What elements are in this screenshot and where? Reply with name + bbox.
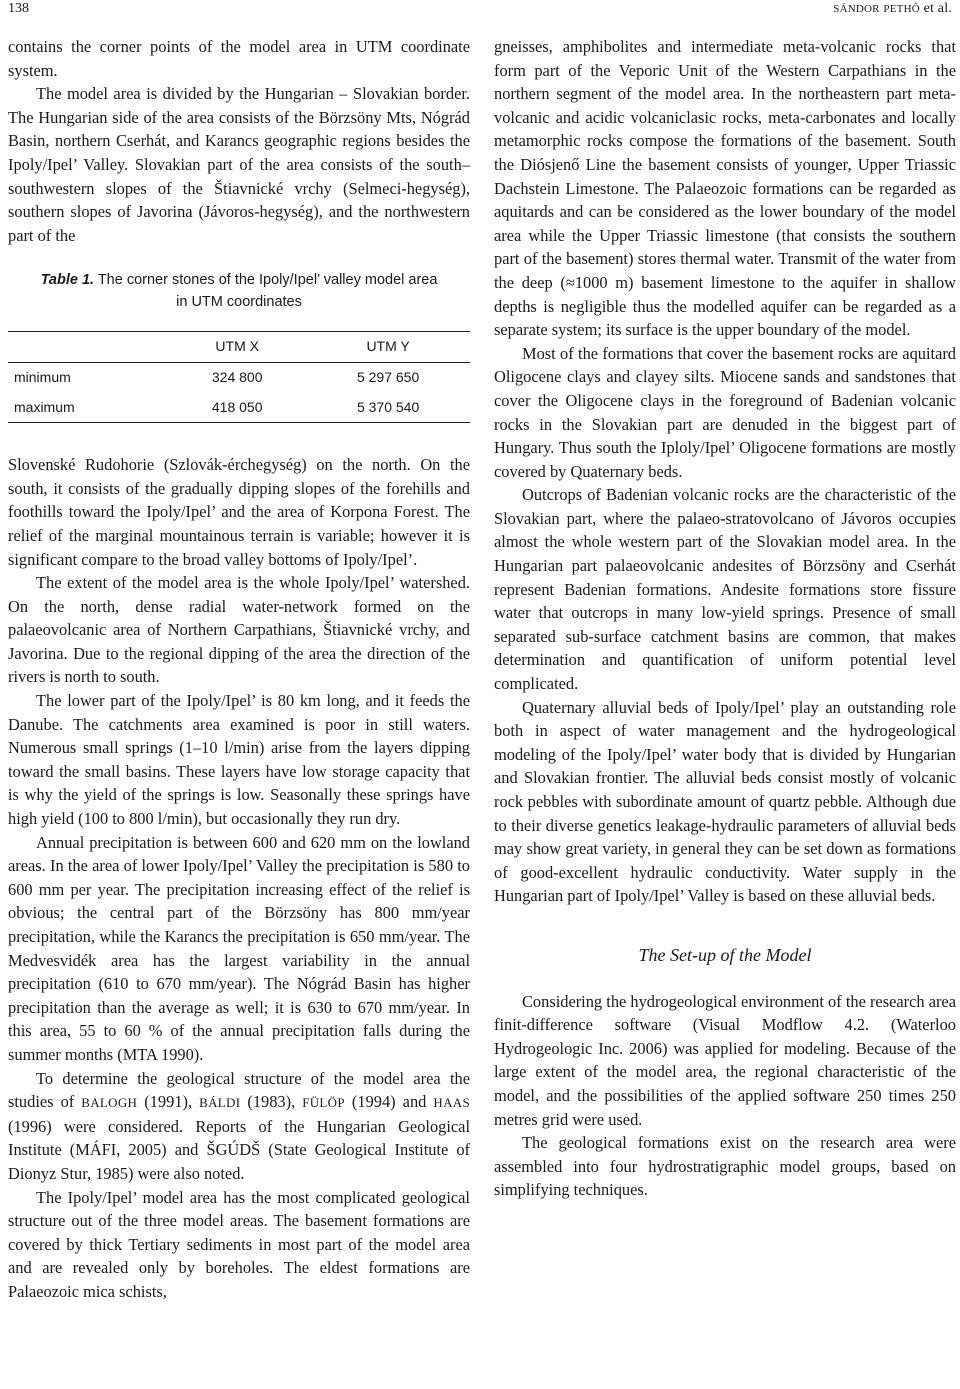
table-label: Table 1. bbox=[40, 272, 95, 289]
text-span: To determine the geological structure of the model area the studies of bbox=[8, 1068, 470, 1112]
paragraph: Annual precipitation is between 600 and 620 mm on the lowland areas. In the area of lower Ipoly/Ipel’ Valley the precipitation is 580 to 600 mm per year. The precipitation increasing effect of the relief is obvious; the central part of the Börzsöny has 800 mm/year precipitation, while the Karancs the precipitation is 650 mm/year. The Medvesvidék area has the largest variability in the annual precipitation (610 to 670 mm/year). The Nógrád Basin has higher precipitation than the average as well; it is 630 to 670 mm/year. In this area, 55 to 60 % of the annual precipitation falls during the summer months (MTA 1990). bbox=[8, 832, 470, 1064]
paragraph: Most of the formations that cover the basement rocks are aquitard Oligocene clays and clayey silts. Miocene sands and sandstones that cover the Oligocene clays in the foreground of Badenian volcanic rocks in the Slovakian part are denuded in the biggest part of Hungary. Thus south the Iploly/Ipel’ Oligocene formations are mostly covered by Quaternary beds. bbox=[494, 343, 956, 481]
text-span: (1994) and bbox=[344, 1092, 434, 1112]
text-span: (1983), bbox=[240, 1092, 303, 1112]
row-label: maximum bbox=[8, 393, 168, 423]
paragraph: gneisses, amphibolites and intermediate meta-volcanic rocks that form part of the Veporic Unit of the Western Carpathians in the northern segment of the model area. In the northeastern part meta-volcanic and acidic volcaniclasic rocks, meta-carbonates and locally metamorphic rocks compose the formations of the basement. South the Diósjenő Line the basement consists of younger, Upper Triassic Dachstein Limestone. The Palaeozoic formations can be regarded as aquitards and can be considered as the lower boundary of the model area while the Upper Triassic limestone (that consists the southern part of the basement) stores thermal water. Transmit of the water from the deep (≈1000 m) basement limestone to the aquifer in shallow depths is negligible thus the modelled aquifer can be regarded as a separate system; its surface is the upper boundary of the model. bbox=[494, 37, 956, 340]
paragraph bbox=[8, 1067, 470, 1186]
text-span: (1991), bbox=[137, 1092, 200, 1112]
table-1 bbox=[8, 269, 470, 423]
utm-x-cell: 418 050 bbox=[168, 393, 306, 423]
right-column bbox=[494, 35, 956, 1202]
paragraph: Quaternary alluvial beds of Ipoly/Ipel’ play an outstanding role both in aspect of water management and the hydrogeological modeling of the Ipoly/Ipel’ water body that is divided by Hungarian and Slovakian frontier. The alluvial beds consist mostly of volcanic rock pebbles with subordinate amount of quartz pebble. Although due to their diverse genetics leakage-hydraulic parameters of alluvial beds may show great variety, in general they can be set down as formations of good-excellent hydraulic conductivity. Water supply in the Hungarian part of Ipoly/Ipel’ Valley is based on these alluvial beds. bbox=[494, 697, 956, 906]
table-header-cell: UTM Y bbox=[306, 332, 470, 363]
author-citation: HAAS bbox=[433, 1095, 470, 1111]
text-span: (1996) were considered. Reports of the Hungarian Geological Institute (MÁFI, 2005) and ŠGÚDŠ (State Geological Institute of Dionyz Stur, 1985) were also noted. bbox=[8, 1116, 470, 1183]
table-header-cell: UTM X bbox=[168, 332, 306, 363]
table-row bbox=[8, 362, 470, 392]
paragraph: The extent of the model area is the whole Ipoly/Ipel’ watershed. On the north, dense radial water-network formed on the palaeovolcanic area of Northern Carpathians, Štiavnické vrchy, and Javorina. Due to the regional dipping of the area the direction of the rivers is north to south. bbox=[8, 573, 470, 687]
row-label: minimum bbox=[14, 368, 71, 385]
author-first-name: SÁNDOR bbox=[833, 3, 880, 15]
author-citation: BÁLDI bbox=[199, 1095, 241, 1111]
author-suffix: et al. bbox=[923, 1, 952, 16]
utm-y-cell: 5 370 540 bbox=[306, 393, 470, 423]
paragraph: The geological formations exist on the research area were assembled into four hydrostratigraphic model groups, based on simplifying techniques. bbox=[494, 1133, 956, 1200]
section-title: The Set-up of the Model bbox=[638, 944, 812, 965]
table-caption-text: The corner stones of the Ipoly/Ipel’ valley model area in UTM coordinates bbox=[94, 272, 438, 311]
table-caption bbox=[36, 269, 442, 313]
page-header bbox=[8, 0, 952, 22]
utm-y-cell: 5 297 650 bbox=[356, 368, 420, 385]
author-last-name: PETHŐ bbox=[883, 3, 920, 15]
paragraph: The model area is divided by the Hungarian – Slovakian border. The Hungarian side of the area consists of the Börzsöny Mts, Nógrád Basin, northern Cserhát, and Karancs geographic regions besides the Ipoly/Ipel’ Valley. Slovakian part of the area consists of the south–southwestern slopes of the Štiavnické vrchy (Selmeci-hegység), southern slopes of Javorina (Jávoros-hegység), and the northwestern part of the bbox=[8, 84, 470, 245]
paragraph: Slovenské Rudohorie (Szlovák-érchegység) on the north. On the south, it consists of the gradually dipping slopes of the forehills and foothills toward the Ipoly/Ipel’ and the area of Korpona Forest. The relief of the marginal mountainous terrain is variable; however it is significant compare to the broad valley bottoms of Ipoly/Ipel’. bbox=[8, 455, 470, 569]
page-number: 138 bbox=[8, 1, 29, 16]
table-row bbox=[8, 393, 470, 423]
paragraph: contains the corner points of the model area in UTM coordinate system. bbox=[8, 37, 470, 80]
author-citation: BALOGH bbox=[81, 1095, 138, 1111]
utm-table bbox=[8, 331, 470, 423]
author-citation: FÜLÖP bbox=[302, 1095, 345, 1111]
running-head bbox=[833, 0, 952, 18]
table-header-row bbox=[8, 332, 470, 363]
left-column bbox=[8, 35, 470, 1304]
table-header-cell bbox=[8, 332, 168, 363]
utm-x-cell: 324 800 bbox=[211, 368, 263, 385]
paragraph: Outcrops of Badenian volcanic rocks are the characteristic of the Slovakian part, where the palaeo-stratovolcano of Jávoros occupies almost the whole western part of the Slovakian model area. In the Hungarian part palaeovolcanic andesites of Börzsöny and Cserhát represent Badenian formations. Andesite formations store fissure water that outcrops in many low-yield springs. Presence of small separated sub-surface catchment basins are common, that makes determination and quantification of uniform potential level complicated. bbox=[494, 485, 956, 694]
paragraph: The lower part of the Ipoly/Ipel’ is 80 km long, and it feeds the Danube. The catchments area examined is poor in still waters. Numerous small springs (1–10 l/min) arise from the layers dipping toward the small basins. These layers have low storage capacity that is why the yield of the springs is low. Seasonally these springs have high yield (100 to 800 l/min), but occasionally they run dry. bbox=[8, 691, 470, 829]
paragraph: Considering the hydrogeological environment of the research area finit-difference software (Visual Modflow 4.2. (Waterloo Hydrogeologic Inc. 2006) was applied for modeling. Because of the large extent of the model area, the regional characteristic of the model, and the possibilities of the applied software 250 times 250 metres grid were used. bbox=[494, 991, 956, 1129]
paragraph: The Ipoly/Ipel’ model area has the most complicated geological structure out of the three model areas. The basement formations are covered by thick Tertiary sediments in most part of the model area and are revealed only by boreholes. The eldest formations are Palaeozoic mica schists, bbox=[8, 1187, 470, 1301]
